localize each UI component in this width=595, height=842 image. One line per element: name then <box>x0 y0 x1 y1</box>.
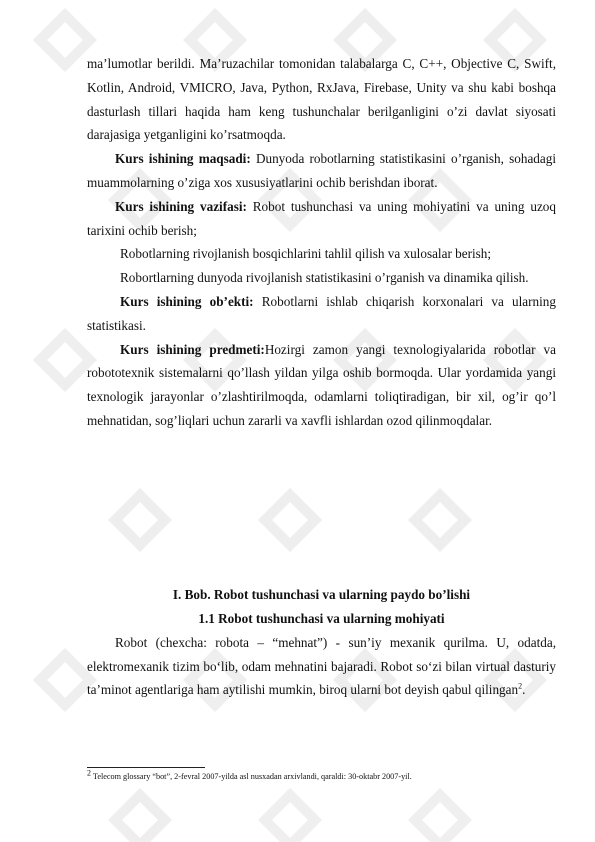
section-title: 1.1 Robot tushunchasi va ularning mohiyati <box>198 610 445 626</box>
paragraph-predmet <box>87 338 556 433</box>
footnote-reference[interactable]: 2 <box>518 681 523 691</box>
paragraph-vazifa-3: Robortlarning dunyoda rivojlanish statistikasini o’rganish va dinamika qilish. <box>120 270 529 286</box>
obekt-text: Robotlarni ishlab chiqarish korxonalari va ularning statistikasi. <box>87 293 556 333</box>
footnote-text: Telecom glossary “bot”, 2-fevral 2007-yilda asl nusxadan arxivlandi, qaraldi: 30-oktabr 2007-yil. <box>91 772 412 781</box>
vazifa-text: Robot tushunchasi va uning mohiyatini va uning uzoq tarixini ochib berish; <box>87 198 556 238</box>
paragraph-maqsad <box>87 147 556 195</box>
footnote <box>87 768 557 782</box>
document-body <box>87 52 556 702</box>
vazifa-label: Kurs ishining vazifasi: <box>115 198 247 214</box>
blank-space <box>87 433 556 583</box>
paragraph-vazifa <box>87 195 556 243</box>
footnote-number: 2 <box>87 768 91 778</box>
sentence-period: . <box>522 682 526 698</box>
obekt-label: Kurs ishining ob’ekti: <box>120 293 254 309</box>
predmet-label: Kurs ishining predmeti: <box>120 341 265 357</box>
paragraph-robot-definition <box>87 631 556 702</box>
paragraph-obekt <box>87 290 556 338</box>
robot-definition-text: Robot (chexcha: robota – “mehnat”) - sun’iy mexanik qurilma. U, odatda, elektromexanik tizim bo‘lib, odam mehnatini bajaradi. Robot so‘zi bilan virtual dasturiy ta’minot agentlariga ham aytilishi mumkin, biroq ularni bot deyish qabul qilingan <box>87 634 556 698</box>
predmet-text: Hozirgi zamon yangi texnologiyalarida robotlar va robototexnik sistemalarni qo’llash yildan yilga oshib bormoqda. Ular yordamida yangi texnologik jarayonlar o’zlashtirilmoqda, odamlarni toliqtiradigan, bir xil, og’ir qo’l mehnatidan, sog’liqlari uchun zararli va xavfli ishlardan ozod qilinmoqdalar. <box>87 341 556 428</box>
footnote-separator <box>87 767 205 768</box>
chapter-title: I. Bob. Robot tushunchasi va ularning paydo bo’lishi <box>172 586 471 602</box>
maqsad-label: Kurs ishining maqsadi: <box>115 151 251 167</box>
paragraph-vazifa-2: Robotlarning rivojlanish bosqichlarini tahlil qilish va xulosalar berish; <box>120 246 492 262</box>
paragraph-intro: ma’lumotlar berildi. Ma’ruzachilar tomonidan talabalarga C, C++, Objective C, Swift, Kotlin, Android, VMICRO, Java, Python, RxJava, Firebase, Unity va shu kabi boshqa dasturlash tillari haqida ham keng tushunchalar berilganligini o’zi davlat siyosati darajasiga yetganligini ko’rsatmoqda. <box>87 56 556 143</box>
maqsad-text: Dunyoda robotlarning statistikasini o’rganish, sohadagi muammolarning o’ziga xos xususiyatlarini ochib berishdan iborat. <box>87 151 557 190</box>
